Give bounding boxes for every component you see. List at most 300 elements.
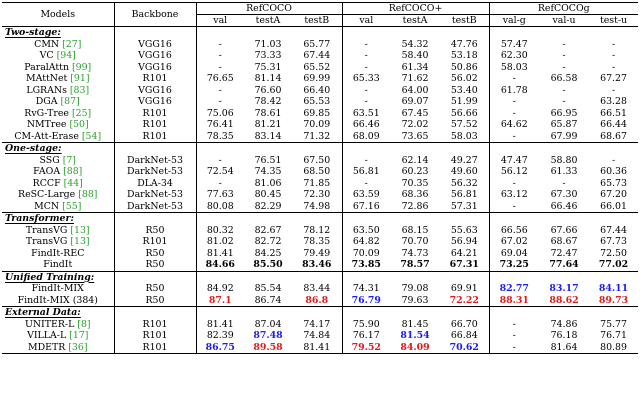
backbone-cell: R101: [114, 330, 196, 342]
table-row: [2, 342, 638, 354]
score-cell: 65.77: [303, 38, 331, 50]
score-cell: -: [489, 178, 539, 190]
model-name: TransVG: [25, 236, 71, 247]
section-spacer: [196, 27, 244, 39]
subcol-header: testB: [292, 15, 342, 27]
score-cell: 62.30: [489, 50, 539, 62]
score-cell: 67.66: [550, 224, 578, 236]
score-cell: 65.53: [303, 96, 331, 107]
score-cell: 76.17: [342, 330, 390, 342]
section-spacer: [196, 213, 244, 225]
backbone-cell: DarkNet-53: [114, 155, 196, 167]
subcol-header: testB: [440, 15, 489, 27]
backbone-cell: R101: [114, 73, 196, 85]
model-name: RvG-Tree: [24, 107, 72, 119]
citation: [54]: [81, 130, 102, 142]
score-cell: -: [489, 108, 539, 120]
score-cell: 56.12: [489, 166, 539, 178]
table-row: [2, 119, 638, 131]
score-cell: 86.74: [254, 294, 282, 306]
score-cell: 74.17: [303, 318, 331, 330]
score-cell: 66.70: [450, 318, 478, 330]
citation: [94]: [56, 50, 76, 61]
section-row: [2, 307, 638, 319]
score-cell: 70.70: [401, 236, 429, 247]
score-cell: -: [611, 61, 616, 73]
model-name: ParalAttn: [24, 61, 72, 73]
table-row: [2, 330, 638, 342]
score-cell: 75.90: [342, 319, 390, 331]
section-spacer: [589, 213, 638, 225]
score-cell: 79.63: [401, 294, 429, 306]
backbone-cell: VGG16: [114, 85, 196, 97]
table-row: [2, 295, 638, 307]
score-cell: 47.47: [489, 155, 539, 167]
subcol-header: testA: [390, 15, 440, 27]
refcocoplus-header: RefCOCO+: [342, 3, 489, 15]
score-cell: 83.14: [254, 130, 282, 142]
score-cell: 72.22: [449, 294, 479, 306]
section-spacer: [539, 213, 589, 225]
model-name: VILLA-L: [27, 330, 70, 341]
score-cell: -: [196, 50, 244, 62]
section-spacer: [196, 307, 244, 319]
section-spacer: [292, 307, 342, 319]
model-name-cell: [2, 342, 114, 354]
refcoco-header: RefCOCO: [196, 3, 342, 15]
score-cell: 89.58: [244, 342, 292, 354]
score-cell: 60.36: [600, 166, 627, 177]
score-cell: 84.25: [254, 247, 282, 259]
model-name: ReSC-Large: [18, 189, 79, 200]
model-name-cell: [2, 50, 114, 62]
model-name: UNITER-L: [24, 318, 78, 330]
score-cell: -: [342, 85, 390, 97]
section-row: [2, 27, 638, 39]
score-cell: 84.09: [390, 342, 440, 354]
section-spacer: [244, 143, 292, 155]
model-name: MAttNet: [26, 73, 71, 84]
section-row: [2, 143, 638, 155]
score-cell: -: [611, 154, 616, 166]
score-cell: 69.91: [450, 283, 478, 294]
score-cell: -: [196, 178, 244, 190]
backbone-cell: VGG16: [114, 39, 196, 51]
score-cell: 76.65: [196, 73, 244, 85]
score-cell: 76.51: [254, 154, 282, 166]
score-cell: 58.40: [401, 50, 429, 61]
section-spacer: [342, 213, 390, 225]
table-row: [2, 85, 638, 97]
score-cell: 76.71: [600, 330, 627, 341]
table-row: [2, 248, 638, 260]
citation: [36]: [68, 341, 88, 353]
section-spacer: [539, 307, 589, 319]
section-spacer: [489, 271, 539, 283]
score-cell: 67.45: [401, 107, 429, 119]
score-cell: 56.94: [450, 236, 478, 247]
model-name-cell: [2, 119, 114, 131]
score-cell: 71.03: [254, 38, 282, 50]
score-cell: 63.28: [600, 96, 627, 107]
score-cell: 62.14: [401, 154, 429, 166]
score-cell: 80.45: [254, 189, 282, 200]
backbone-cell: R101: [114, 131, 196, 143]
score-cell: 65.73: [600, 177, 627, 189]
score-cell: -: [562, 84, 566, 96]
score-cell: 72.02: [401, 119, 429, 130]
model-name-cell: [2, 108, 114, 120]
score-cell: 86.8: [305, 294, 329, 306]
subcol-header: test-u: [589, 15, 638, 27]
score-cell: 72.47: [550, 247, 578, 259]
backbone-cell: DLA-34: [114, 178, 196, 190]
score-cell: 67.20: [600, 189, 627, 200]
score-cell: 63.12: [489, 189, 539, 201]
model-name-cell: [2, 330, 114, 342]
backbone-cell: VGG16: [114, 50, 196, 62]
citation: [88]: [78, 189, 98, 200]
score-cell: 77.02: [598, 259, 629, 270]
score-cell: 84.11: [598, 283, 629, 294]
score-cell: 72.54: [196, 166, 244, 178]
score-cell: -: [562, 50, 566, 61]
section-spacer: [489, 27, 539, 39]
section-spacer: [489, 307, 539, 319]
model-name: FindIt-REC: [31, 247, 85, 259]
score-cell: -: [196, 96, 244, 108]
backbone-cell: R50: [114, 259, 196, 271]
score-cell: -: [489, 201, 539, 213]
section-spacer: [390, 271, 440, 283]
table-row: [2, 166, 638, 178]
backbone-cell: R101: [114, 119, 196, 131]
score-cell: 66.40: [303, 84, 331, 96]
score-cell: 70.35: [401, 177, 429, 189]
score-cell: 69.85: [303, 107, 331, 119]
section-spacer: [244, 27, 292, 39]
table-row: [2, 131, 638, 143]
citation: [13]: [70, 224, 90, 236]
section-spacer: [292, 27, 342, 39]
score-cell: 81.54: [400, 330, 430, 341]
score-cell: -: [611, 84, 616, 96]
score-cell: 78.61: [254, 107, 282, 119]
score-cell: 70.62: [440, 342, 489, 354]
section-spacer: [292, 143, 342, 155]
score-cell: 56.81: [342, 166, 390, 178]
score-cell: 75.31: [254, 61, 282, 73]
model-name: FAOA: [33, 166, 64, 177]
subcol-header: val-u: [539, 15, 589, 27]
section-spacer: [390, 307, 440, 319]
score-cell: 64.62: [489, 119, 539, 131]
score-cell: 69.99: [303, 73, 331, 84]
score-cell: 66.56: [489, 225, 539, 237]
model-name-cell: [2, 39, 114, 51]
score-cell: 69.07: [401, 96, 429, 107]
score-cell: 65.87: [550, 119, 578, 130]
score-cell: 81.21: [254, 119, 282, 130]
score-cell: 67.99: [550, 130, 578, 142]
score-cell: -: [342, 155, 390, 167]
section-spacer: [489, 143, 539, 155]
section-spacer: [342, 271, 390, 283]
score-cell: 65.52: [303, 61, 331, 73]
score-cell: 56.81: [450, 189, 478, 200]
model-name: FindIt-MIX: [31, 283, 84, 294]
score-cell: 73.33: [254, 50, 282, 61]
section-spacer: [440, 143, 489, 155]
score-cell: 83.17: [549, 283, 579, 294]
backbone-cell: DarkNet-53: [114, 166, 196, 178]
score-cell: 66.46: [550, 200, 578, 212]
section-spacer: [390, 213, 440, 225]
score-cell: 67.30: [550, 189, 578, 200]
table-row: [2, 225, 638, 237]
model-name-cell: [2, 201, 114, 213]
score-cell: -: [489, 319, 539, 331]
score-cell: 82.77: [489, 283, 539, 295]
score-cell: 60.23: [401, 166, 429, 177]
score-cell: 78.42: [254, 96, 282, 107]
section-spacer: [114, 307, 196, 319]
citation: [7]: [62, 154, 76, 166]
backbone-cell: R50: [114, 225, 196, 237]
score-cell: 68.36: [401, 189, 429, 200]
score-cell: 81.45: [401, 318, 429, 330]
score-cell: 74.35: [254, 166, 282, 177]
score-cell: 76.60: [254, 84, 282, 96]
table-row: [2, 201, 638, 213]
score-cell: 76.41: [196, 119, 244, 131]
section-label: External Data:: [2, 307, 114, 319]
score-cell: 64.82: [342, 236, 390, 248]
score-cell: 72.50: [600, 247, 627, 259]
section-spacer: [589, 27, 638, 39]
backbone-cell: VGG16: [114, 62, 196, 74]
model-name-cell: [2, 96, 114, 108]
score-cell: 56.32: [450, 177, 478, 189]
model-name-cell: [2, 189, 114, 201]
score-cell: 89.73: [598, 294, 629, 306]
score-cell: 61.33: [550, 166, 578, 177]
score-cell: 68.50: [303, 166, 331, 177]
score-cell: 58.80: [550, 154, 578, 166]
score-cell: 64.00: [401, 84, 429, 96]
score-cell: 80.08: [196, 201, 244, 213]
section-spacer: [114, 27, 196, 39]
score-cell: 81.41: [196, 319, 244, 331]
model-name: VC: [39, 50, 57, 61]
models-header: Models: [2, 3, 114, 27]
citation: [91]: [70, 73, 90, 84]
score-cell: 76.18: [550, 330, 578, 341]
score-cell: 66.01: [600, 200, 627, 212]
score-cell: 56.02: [450, 73, 478, 84]
score-cell: -: [489, 96, 539, 108]
table-row: [2, 62, 638, 74]
score-cell: 76.79: [342, 295, 390, 307]
subcol-header: val-g: [489, 15, 539, 27]
score-cell: 78.12: [303, 224, 331, 236]
section-spacer: [539, 271, 589, 283]
model-name: SSG: [39, 154, 63, 166]
score-cell: 87.48: [253, 330, 283, 341]
score-cell: 70.09: [342, 248, 390, 260]
backbone-cell: R101: [114, 108, 196, 120]
score-cell: 67.02: [489, 236, 539, 248]
score-cell: 67.44: [303, 50, 331, 61]
score-cell: 50.86: [450, 61, 478, 73]
score-cell: -: [611, 50, 616, 61]
table-row: [2, 108, 638, 120]
section-spacer: [390, 27, 440, 39]
score-cell: 66.58: [550, 73, 578, 84]
model-name: DGA: [35, 96, 61, 107]
score-cell: 81.02: [196, 236, 244, 248]
score-cell: 86.75: [196, 342, 244, 354]
score-cell: 47.76: [450, 38, 478, 50]
score-cell: 81.41: [292, 342, 342, 354]
section-spacer: [440, 307, 489, 319]
citation: [8]: [77, 318, 91, 330]
score-cell: 72.30: [303, 189, 331, 200]
model-name-cell: [2, 295, 114, 307]
table-row: [2, 39, 638, 51]
section-spacer: [390, 143, 440, 155]
score-cell: -: [489, 342, 539, 354]
score-cell: -: [342, 62, 390, 74]
table-row: [2, 50, 638, 62]
section-spacer: [244, 307, 292, 319]
table-row: [2, 96, 638, 108]
table-row: [2, 259, 638, 271]
score-cell: 79.08: [401, 283, 429, 294]
score-cell: -: [562, 61, 566, 73]
subcol-header: val: [196, 15, 244, 27]
score-cell: 71.32: [303, 130, 331, 142]
citation: [99]: [71, 61, 92, 73]
score-cell: 63.59: [342, 189, 390, 201]
model-name-cell: [2, 248, 114, 260]
backbone-cell: VGG16: [114, 96, 196, 108]
score-cell: 80.89: [589, 342, 638, 354]
citation: [17]: [69, 330, 89, 341]
section-spacer: [244, 271, 292, 283]
score-cell: -: [342, 50, 390, 62]
section-spacer: [589, 143, 638, 155]
model-name: FindIt-MIX (384): [17, 294, 98, 306]
score-cell: -: [489, 73, 539, 85]
backbone-cell: R50: [114, 248, 196, 260]
score-cell: 68.67: [600, 130, 627, 142]
score-cell: 68.67: [550, 236, 578, 247]
score-cell: 67.27: [600, 73, 627, 84]
score-cell: 85.54: [254, 283, 282, 294]
score-cell: -: [489, 131, 539, 143]
score-cell: 73.25: [489, 259, 539, 271]
citation: [44]: [63, 177, 83, 189]
citation: [27]: [62, 38, 82, 50]
score-cell: 75.06: [196, 108, 244, 120]
section-spacer: [539, 27, 589, 39]
section-spacer: [440, 27, 489, 39]
section-spacer: [440, 213, 489, 225]
backbone-cell: DarkNet-53: [114, 201, 196, 213]
section-row: [2, 271, 638, 283]
score-cell: 84.92: [196, 283, 244, 295]
score-cell: 71.85: [303, 177, 331, 189]
table-row: [2, 236, 638, 248]
table-body: [2, 27, 638, 354]
table-row: [2, 189, 638, 201]
score-cell: 81.06: [254, 177, 282, 189]
backbone-cell: DarkNet-53: [114, 189, 196, 201]
score-cell: 57.52: [450, 119, 478, 130]
table-row: [2, 73, 638, 85]
score-cell: 67.16: [342, 201, 390, 213]
score-cell: 80.32: [196, 225, 244, 237]
section-label: One-stage:: [2, 143, 114, 155]
model-name: LGRANs: [26, 84, 70, 96]
score-cell: -: [196, 155, 244, 167]
section-spacer: [244, 213, 292, 225]
score-cell: 88.31: [489, 295, 539, 307]
section-spacer: [589, 271, 638, 283]
score-cell: -: [489, 330, 539, 342]
table-row: [2, 283, 638, 295]
section-spacer: [440, 271, 489, 283]
score-cell: 78.57: [400, 259, 430, 270]
score-cell: 65.33: [342, 73, 390, 85]
backbone-cell: R101: [114, 319, 196, 331]
score-cell: 78.35: [303, 236, 331, 247]
section-spacer: [342, 143, 390, 155]
backbone-cell: R50: [114, 295, 196, 307]
section-spacer: [489, 213, 539, 225]
section-spacer: [539, 143, 589, 155]
citation: [50]: [69, 119, 89, 130]
score-cell: 61.34: [401, 61, 429, 73]
citation: [13]: [70, 236, 90, 247]
model-name: CMN: [34, 38, 63, 50]
score-cell: 66.46: [342, 119, 390, 131]
model-name-cell: [2, 131, 114, 143]
model-name: FindIt: [43, 259, 73, 270]
table-row: [2, 178, 638, 190]
score-cell: -: [562, 38, 566, 50]
header-row-1: [2, 3, 638, 15]
score-cell: 88.62: [549, 294, 579, 306]
model-name-cell: [2, 166, 114, 178]
score-cell: 77.63: [196, 189, 244, 201]
model-name-cell: [2, 319, 114, 331]
section-spacer: [114, 213, 196, 225]
score-cell: 87.1: [196, 295, 244, 307]
section-spacer: [342, 27, 390, 39]
section-spacer: [196, 271, 244, 283]
score-cell: 71.62: [401, 73, 429, 84]
score-cell: 66.51: [600, 107, 627, 119]
backbone-cell: R101: [114, 342, 196, 354]
score-cell: -: [196, 62, 244, 74]
backbone-cell: R101: [114, 236, 196, 248]
score-cell: -: [562, 177, 566, 189]
section-spacer: [342, 307, 390, 319]
table-row: [2, 155, 638, 167]
score-cell: 84.66: [196, 259, 244, 271]
